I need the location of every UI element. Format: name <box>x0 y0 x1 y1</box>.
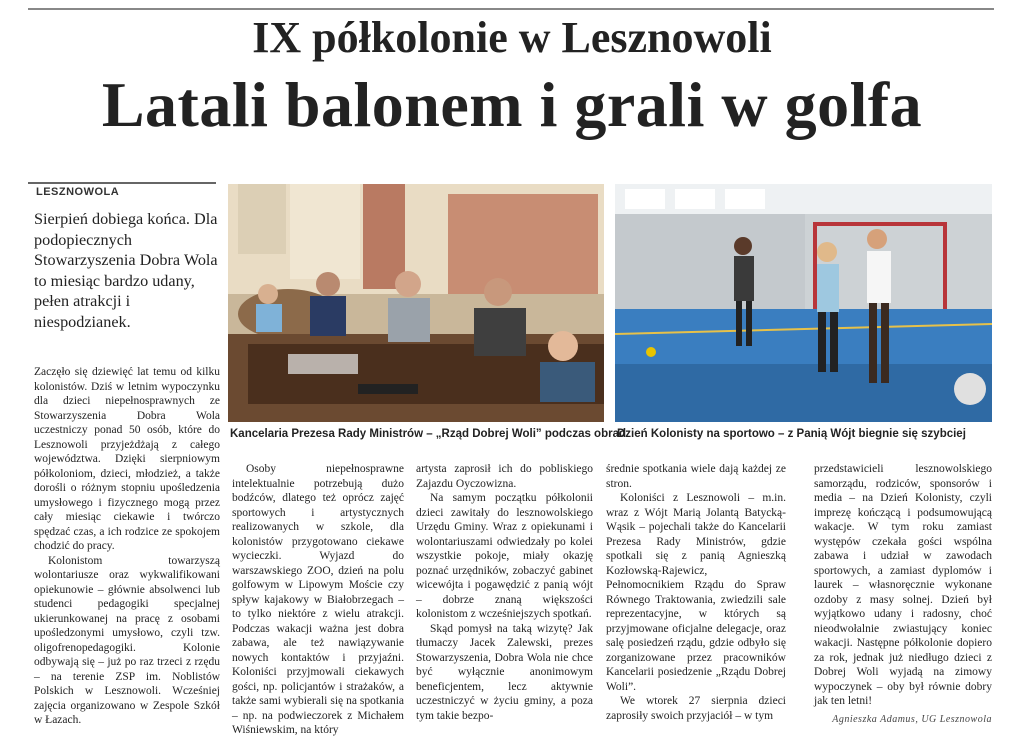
photo-gym-caption: Dzień Kolonisty na sportowo – z Panią Wójt biegnie się szybciej <box>617 428 966 440</box>
photo-meeting-image <box>228 184 604 422</box>
top-rule <box>28 8 994 10</box>
section-rule <box>28 182 216 184</box>
photo-gym-image <box>615 184 992 422</box>
article-column-4 <box>606 462 786 723</box>
paragraph: średnie spotkania wiele dają każdej ze stron. <box>606 463 786 490</box>
paragraph: Koloniści z Lesznowoli – m.in. wraz z Wójt Marią Jolantą Batycką-Wąsik – pojechali także do Kancelarii Prezesa Rady Ministrów, gdzie spotkali się z panią Agnieszką Kozłowską-Rajewicz, Pełnomocnikiem Rządu do Spraw Równego Traktowania, zwiedzili sale reprezentacyjne, w których są przyjmowane oficjalne delegacje, oraz salę posiedzeń rządu, gdzie odbyło się zorganizowane przez pracowników Kancelarii posiedzenie „Rządu Dobrej Woli”. <box>606 492 786 693</box>
paragraph: Skąd pomysł na taką wizytę? Jak tłumaczy Jacek Zalewski, prezes Stowarzyszenia, Dobra Wola nie chce być wyłącznie anonimowym beneficjentem, lecz aktywnie uczestniczyć w życiu gminy, a poza tym takie bezpo- <box>416 622 593 722</box>
article-column-2 <box>232 462 404 738</box>
paragraph: Kolonistom towarzyszą wolontariusze oraz wykwalifikowani opiekunowie – głównie absolwenci lub studenci pedagogiki specjalnej ukierunkowanej na pracę z osobami upośledzonymi umysłowo, czyli tzw. oligofrenopedagogiki. Kolonie odbywają się – już po raz trzeci z rzędu – na terenie ZSP im. Noblistów Polskich w Lesznowoli. Wcześniej zajęcia organizowano w Zespole Szkół w Łazach. <box>34 554 220 726</box>
supertitle: IX półkolonie w Lesznowoli <box>252 13 772 62</box>
section-label: LESZNOWOLA <box>36 186 120 198</box>
paragraph: Na samym początku półkolonii dzieci zawitały do lesznowolskiego Urzędu Gminy. Wraz z opiekunami i wolontariuszami odwiedzały po kolei wszystkie pokoje, miały okazję poznać urzędników, zobaczyć gabinet wicewójta i pogawędzić z panią wójt – dobrze znaną większości kolonistom z wcześniejszych spotkań. <box>416 492 593 620</box>
paragraph: Osoby niepełnosprawne intelektualnie potrzebują dużo bodźców, dlatego też oprócz zajęć sportowych i artystycznych realizowanych w szkole, dla kolonistów przygotowano ciekawe wycieczki. Wyjazd do warszawskiego ZOO, dzień na polu golfowym w Lipowym Moście czy spływ kajakowy w Białobrzegach – to tylko niektóre z wielu atrakcji. Podczas wakacji ważna jest dobra zabawa, ale też nawiązywanie nowych kontaktów i przyjaźni. Koloniści przyjmowali ciekawych gości, np. policjantów i strażaków, a także sami wybierali się na spotkania – np. na podwieczorek z Michałem Wiśniewskim, na który <box>232 463 404 736</box>
headline: Latali balonem i grali w golfa <box>101 69 923 140</box>
photo-meeting <box>228 184 604 422</box>
paragraph: artysta zaprosił ich do pobliskiego Zajazdu Oyczowizna. <box>416 463 593 490</box>
lead-paragraph: Sierpień dobiega końca. Dla podopiecznych Stowarzyszenia Dobra Wola to miesiąc bardzo udany, pełen atrakcji i niespodzianek. <box>34 210 218 331</box>
article-column-5 <box>814 462 992 727</box>
photo-gym <box>615 184 992 422</box>
paragraph: We wtorek 27 sierpnia dzieci zaprosiły swoich przyjaciół – w tym <box>606 695 786 722</box>
article-column-3 <box>416 462 593 723</box>
photo-meeting-caption: Kancelaria Prezesa Rady Ministrów – „Rząd Dobrej Woli” podczas obrad <box>230 428 627 440</box>
paragraph: Zaczęło się dziewięć lat temu od kilku kolonistów. Dziś w letnim wypoczynku dla dzieci niepełnosprawnych ze Stowarzyszenia Dobra Wola uczestniczy ponad 50 osób, które do Lesznowoli przyjeżdżają z całego województwa. Dzięki sierpniowym półkoloniom, dzieci, młodzież, a także dorośli o różnym stopniu upośledzenia umysłowego i fizycznego mogą przez cały miesiąc ciekawie i twórczo spędzać czas, a ich rodzice ze spokojem chodzić do pracy. <box>34 366 220 552</box>
paragraph: przedstawicieli lesznowolskiego samorządu, rodziców, sponsorów i media – na Dzień Kolonisty, czyli imprezę kończącą i podsumowującą wakacje. W tym roku zamiast występów czekała gości wspólna zabawa i udział w zawodach sportowych, a zamiast dyplomów i laurek – własnoręcznie wykonane ozdoby z masy solnej. Dzień był wyjątkowo udany i radosny, choć nieodwołalnie zwiastujący koniec wakacji. Następne półkolonie dopiero za rok, jednak już niedługo dzieci z Dobrej Woli wyjadą na zimowy wypoczynek – oby był równie dobry jak ten letni! <box>814 463 992 707</box>
author-signature: Agnieszka Adamus, UG Lesznowola <box>832 713 992 725</box>
article-column-1 <box>34 365 220 728</box>
